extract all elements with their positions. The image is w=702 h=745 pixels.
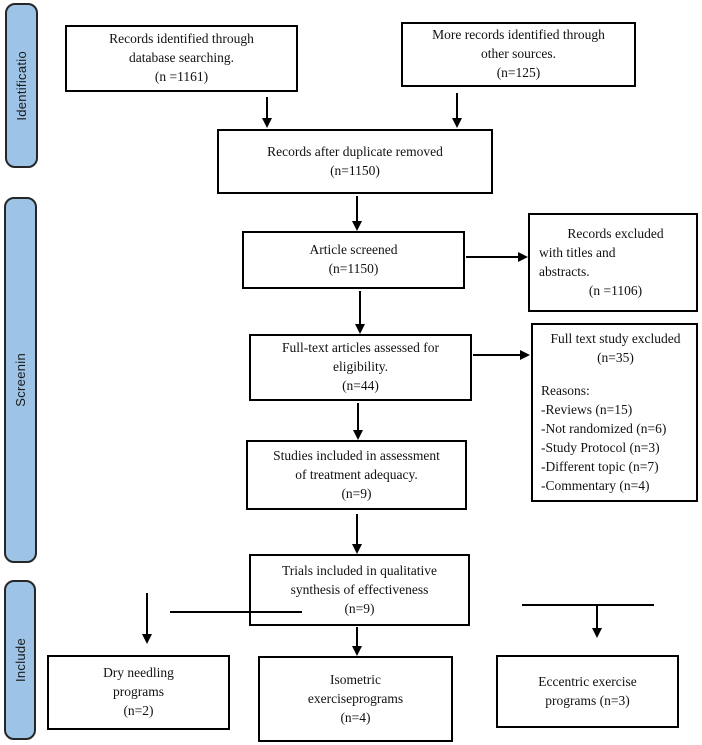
arrow-down-icon <box>456 93 458 118</box>
box-records-excluded <box>528 213 698 312</box>
connector-line <box>522 604 654 606</box>
stage-label-screening-text: Screenin <box>13 353 28 407</box>
box-qualitative-synthesis <box>249 554 470 626</box>
box-line: Studies included in assessment <box>273 447 440 463</box>
box-records-identified <box>65 25 298 92</box>
box-line: programs (n=3) <box>545 692 630 708</box>
box-line: exerciseprograms <box>307 690 404 706</box>
box-article-screened <box>242 231 465 289</box>
box-line: (n=9) <box>341 485 372 501</box>
arrow-down-icon <box>266 97 268 118</box>
box-eccentric <box>496 655 679 728</box>
box-line: of treatment adequacy. <box>295 466 418 482</box>
box-treatment-adequacy <box>246 440 467 510</box>
arrow-down-icon <box>357 403 359 430</box>
box-line: synthesis of effectiveness <box>290 581 429 597</box>
box-dry-needling <box>47 655 230 730</box>
box-line: Full-text articles assessed for <box>281 340 440 355</box>
arrow-down-icon <box>356 627 358 646</box>
box-line: (n=1150) <box>328 261 379 276</box>
box-line: Dry needling <box>103 665 174 680</box>
exclusion-reason: -Reviews (n=15) <box>541 402 633 417</box>
arrow-down-icon <box>146 593 148 634</box>
box-line: Records identified through <box>109 31 254 46</box>
box-line: Article screened <box>309 242 398 257</box>
box-line: (n=1150) <box>330 162 380 178</box>
box-line: other sources. <box>481 46 556 61</box>
box-line: programs <box>113 684 164 699</box>
arrow-right-icon <box>473 354 520 356</box>
box-line: More records identified through <box>432 27 605 42</box>
exclusion-reason: -Different topic (n=7) <box>541 459 659 474</box>
box-fulltext-assessed <box>249 334 472 401</box>
exclusion-reason: -Study Protocol (n=3) <box>541 440 660 455</box>
stage-label-screening <box>4 197 37 563</box>
arrow-right-icon <box>466 256 518 258</box>
stage-label-identification-text: Identificatio <box>14 50 29 121</box>
box-duplicates-removed <box>217 129 493 194</box>
box-line: (n=4) <box>340 709 371 725</box>
box-line: abstracts. <box>539 263 590 279</box>
exclusion-reason: -Commentary (n=4) <box>541 478 650 493</box>
arrow-down-icon <box>356 196 358 221</box>
box-line: Trials included in qualitative <box>281 562 438 578</box>
arrow-down-icon <box>596 605 598 628</box>
box-line: Records excluded <box>567 225 664 241</box>
box-isometric <box>258 656 453 742</box>
box-line: with titles and <box>539 244 616 260</box>
box-more-records <box>401 22 636 87</box>
box-line: (n=2) <box>123 703 154 718</box>
box-line: eligibility. <box>333 359 388 374</box>
box-line: Eccentric exercise <box>538 673 637 689</box>
box-line: (n=35) <box>597 350 634 365</box>
box-line: (n=44) <box>342 378 379 393</box>
exclusion-reason: -Not randomized (n=6) <box>541 421 667 436</box>
connector-line <box>170 611 302 613</box>
arrow-down-icon <box>359 291 361 324</box>
arrow-down-icon <box>356 514 358 544</box>
stage-label-identification <box>5 3 38 168</box>
stage-label-included-text: Include <box>12 637 28 683</box>
box-fulltext-excluded <box>531 323 698 502</box>
box-line: (n =1106) <box>588 282 643 298</box>
box-line: (n=9) <box>344 600 375 616</box>
stage-label-included <box>4 580 36 740</box>
box-line: Records after duplicate removed <box>267 143 443 159</box>
box-line: Full text study excluded <box>550 331 681 346</box>
box-line: (n=125) <box>496 65 541 80</box>
box-line: Reasons: <box>541 383 590 398</box>
box-line: (n =1161) <box>154 69 209 84</box>
blank-line <box>541 368 690 382</box>
box-line: database searching. <box>129 50 234 65</box>
box-line: Isometric <box>330 671 381 687</box>
